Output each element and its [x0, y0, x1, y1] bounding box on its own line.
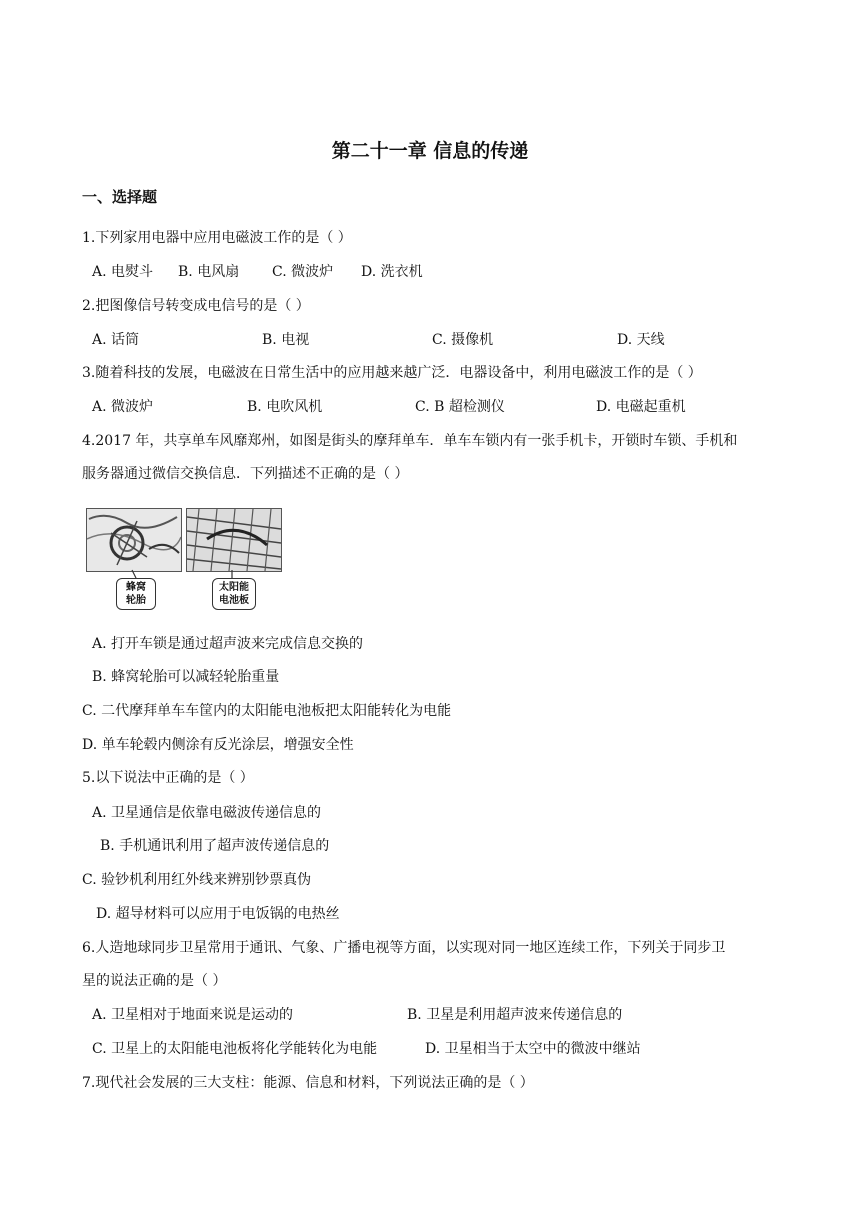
- question-4-stem-line1: 4.2017 年，共享单车风靡郑州，如图是街头的摩拜单车．单车车锁内有一张手机卡，开锁时车锁、手机和: [82, 433, 738, 449]
- q5-option-a: A. 卫星通信是依靠电磁波传递信息的: [92, 805, 322, 821]
- q6-option-c: C. 卫星上的太阳能电池板将化学能转化为电能: [92, 1041, 378, 1057]
- q2-option-b: B. 电视: [262, 332, 310, 348]
- q4-option-b: B. 蜂窝轮胎可以减轻轮胎重量: [92, 669, 280, 685]
- q2-option-d: D. 天线: [617, 332, 665, 348]
- question-1-stem: 1.下列家用电器中应用电磁波工作的是（ ）: [82, 230, 352, 246]
- question-5-stem: 5.以下说法中正确的是（ ）: [82, 770, 254, 786]
- question-6-stem-line2: 星的说法正确的是（ ）: [82, 973, 227, 989]
- q1-option-d: D. 洗衣机: [361, 264, 423, 280]
- q1-option-c: C. 微波炉: [272, 264, 334, 280]
- q1-option-a: A. 电熨斗: [92, 264, 154, 280]
- q3-option-c: C. B 超检测仪: [415, 399, 505, 415]
- question-2-stem: 2.把图像信号转变成电信号的是（ ）: [82, 298, 310, 314]
- question-7-stem: 7.现代社会发展的三大支柱：能源、信息和材料，下列说法正确的是（ ）: [82, 1075, 534, 1091]
- q2-option-c: C. 摄像机: [432, 332, 494, 348]
- q4-option-d: D. 单车轮毂内侧涂有反光涂层，增强安全性: [82, 737, 354, 753]
- q5-option-b: B. 手机通讯利用了超声波传递信息的: [100, 838, 330, 854]
- q4-option-a: A. 打开车锁是通过超声波来完成信息交换的: [92, 636, 364, 652]
- q6-option-a: A. 卫星相对于地面来说是运动的: [92, 1007, 294, 1023]
- q5-option-d: D. 超导材料可以应用于电饭锅的电热丝: [96, 906, 340, 922]
- solar-panel-label: 太阳能 电池板: [212, 578, 256, 610]
- q3-option-a: A. 微波炉: [92, 399, 154, 415]
- q3-option-b: B. 电吹风机: [247, 399, 323, 415]
- q4-option-c: C. 二代摩拜单车车筐内的太阳能电池板把太阳能转化为电能: [82, 703, 452, 719]
- chapter-title: 第二十一章 信息的传递: [331, 140, 529, 162]
- question-3-stem: 3.随着科技的发展，电磁波在日常生活中的应用越来越广泛．电器设备中，利用电磁波工作的是（ ）: [82, 365, 702, 381]
- q5-option-c: C. 验钞机利用红外线来辨别钞票真伪: [82, 872, 312, 888]
- q2-option-a: A. 话筒: [92, 332, 140, 348]
- question-6-stem-line1: 6.人造地球同步卫星常用于通讯、气象、广播电视等方面，以实现对同一地区连续工作，下列关于同步卫: [82, 940, 726, 956]
- question-4-stem-line2: 服务器通过微信交换信息．下列描述不正确的是（ ）: [82, 466, 409, 482]
- q1-option-b: B. 电风扇: [178, 264, 240, 280]
- section-heading: 一、选择题: [82, 188, 158, 206]
- bike-figure: [86, 508, 278, 612]
- q6-option-b: B. 卫星是利用超声波来传递信息的: [407, 1007, 623, 1023]
- honeycomb-tire-label: 蜂窝 轮胎: [116, 578, 156, 610]
- q3-option-d: D. 电磁起重机: [596, 399, 686, 415]
- q6-option-d: D. 卫星相当于太空中的微波中继站: [425, 1041, 641, 1057]
